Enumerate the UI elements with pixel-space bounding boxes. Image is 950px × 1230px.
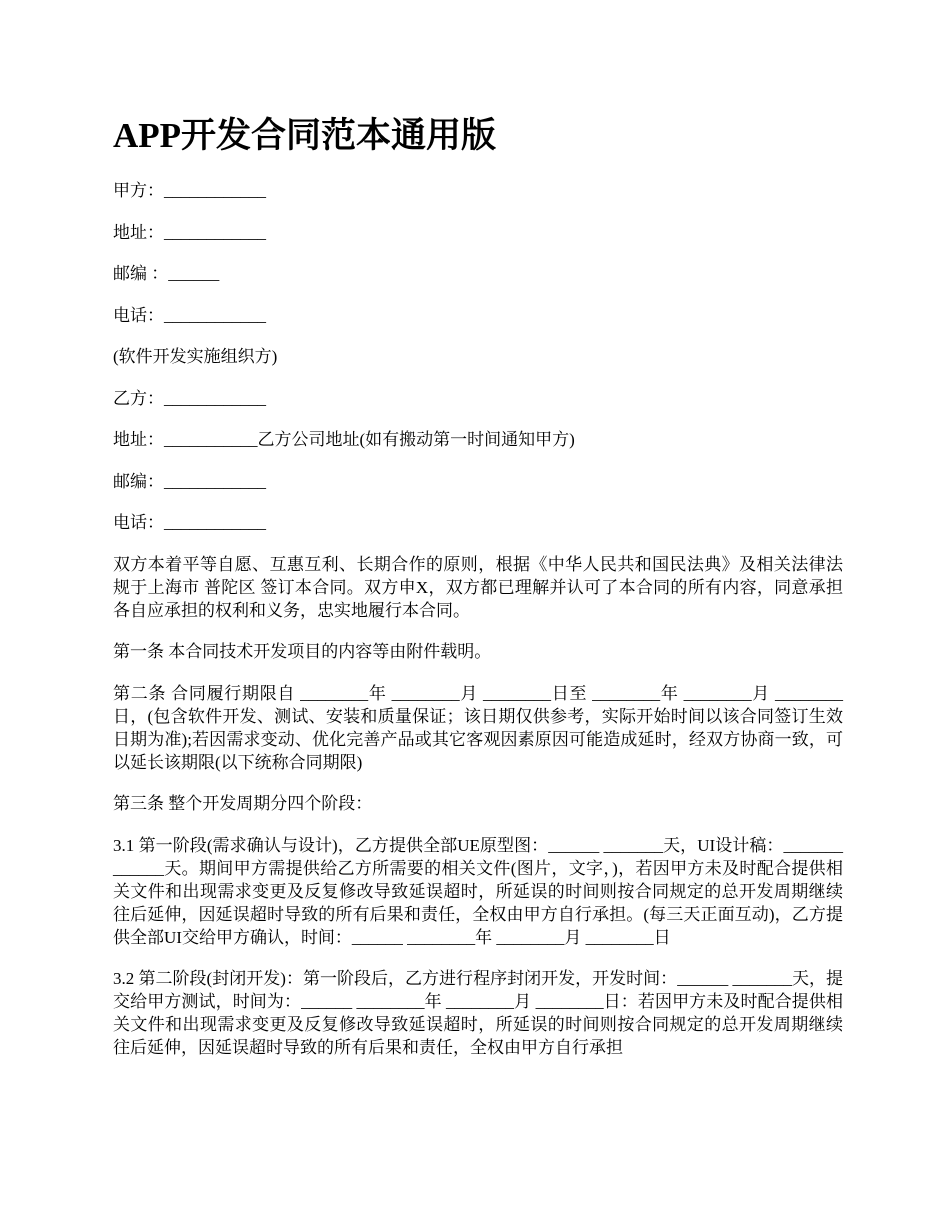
preamble-paragraph: 双方本着平等自愿、互惠互利、长期合作的原则，根据《中华人民共和国民法典》及相关法律法规于上海市 普陀区 签订本合同。双方申X，双方都已理解并认可了本合同的所有内容，同意承担各自应承担的权利和义务，忠实地履行本合同。: [113, 554, 843, 620]
article-1: 第一条 本合同技术开发项目的内容等由附件载明。: [113, 642, 492, 661]
document-title: APP开发合同范本通用版: [113, 116, 497, 155]
party-a-name: 甲方：____________: [113, 181, 266, 200]
document-page: [113, 108, 843, 1078]
party-a-address: 地址：____________: [113, 222, 266, 242]
party-b-address: 地址：___________乙方公司地址(如有搬动第一时间通知甲方): [113, 430, 575, 449]
clause-3-2: 3.2 第二阶段(封闭开发)：第一阶段后，乙方进行程序封闭开发，开发时间：______ _______天，提交给甲方测试，时间为：______ ________年 ________月 ________日：若因甲方未及时配合提供相关文件和出现需求变更及反复修改导致延误超时，所延误的时间则按合同规定的总开发周期继续往后延伸，因延误超时导致的所有后果和责任，全权由甲方自行承担: [113, 969, 843, 1057]
article-2: 第二条 合同履行期限自 ________年 ________月 ________日至 ________年 ________月 ________日，(包含软件开发、测试、安装和质量保证；该日期仅供参考，实际开始时间以该合同签订生效日期为准);若因需求变动、优化完善产品或其它客观因素原因可能造成延时，经双方协商一致，可以延长该期限(以下统称合同期限): [113, 683, 843, 772]
article-3: 第三条 整个开发周期分四个阶段：: [113, 794, 373, 813]
party-b-phone: 电话：____________: [113, 513, 266, 532]
clause-3-1: 3.1 第一阶段(需求确认与设计)，乙方提供全部UE原型图：______ _______天，UI设计稿：_____________天。期间甲方需提供给乙方所需要的相关文件(图片，文字，)，若因甲方未及时配合提供相关文件和出现需求变更及反复修改导致延误超时，所延误的时间则按合同规定的总开发周期继续往后延伸，因延误超时导致的所有后果和责任，全权由甲方自行承担。(每三天正面互动)，乙方提供全部UI交给甲方确认，时间：______ ________年 ________月 ________日: [113, 835, 843, 947]
party-a-postcode: 邮编 ：______: [113, 264, 220, 283]
party-b-name: 乙方：____________: [113, 388, 266, 408]
party-b-postcode: 邮编：____________: [113, 471, 266, 491]
party-a-phone: 电话：____________: [113, 305, 266, 325]
party-a-role-note: (软件开发实施组织方): [113, 347, 278, 366]
